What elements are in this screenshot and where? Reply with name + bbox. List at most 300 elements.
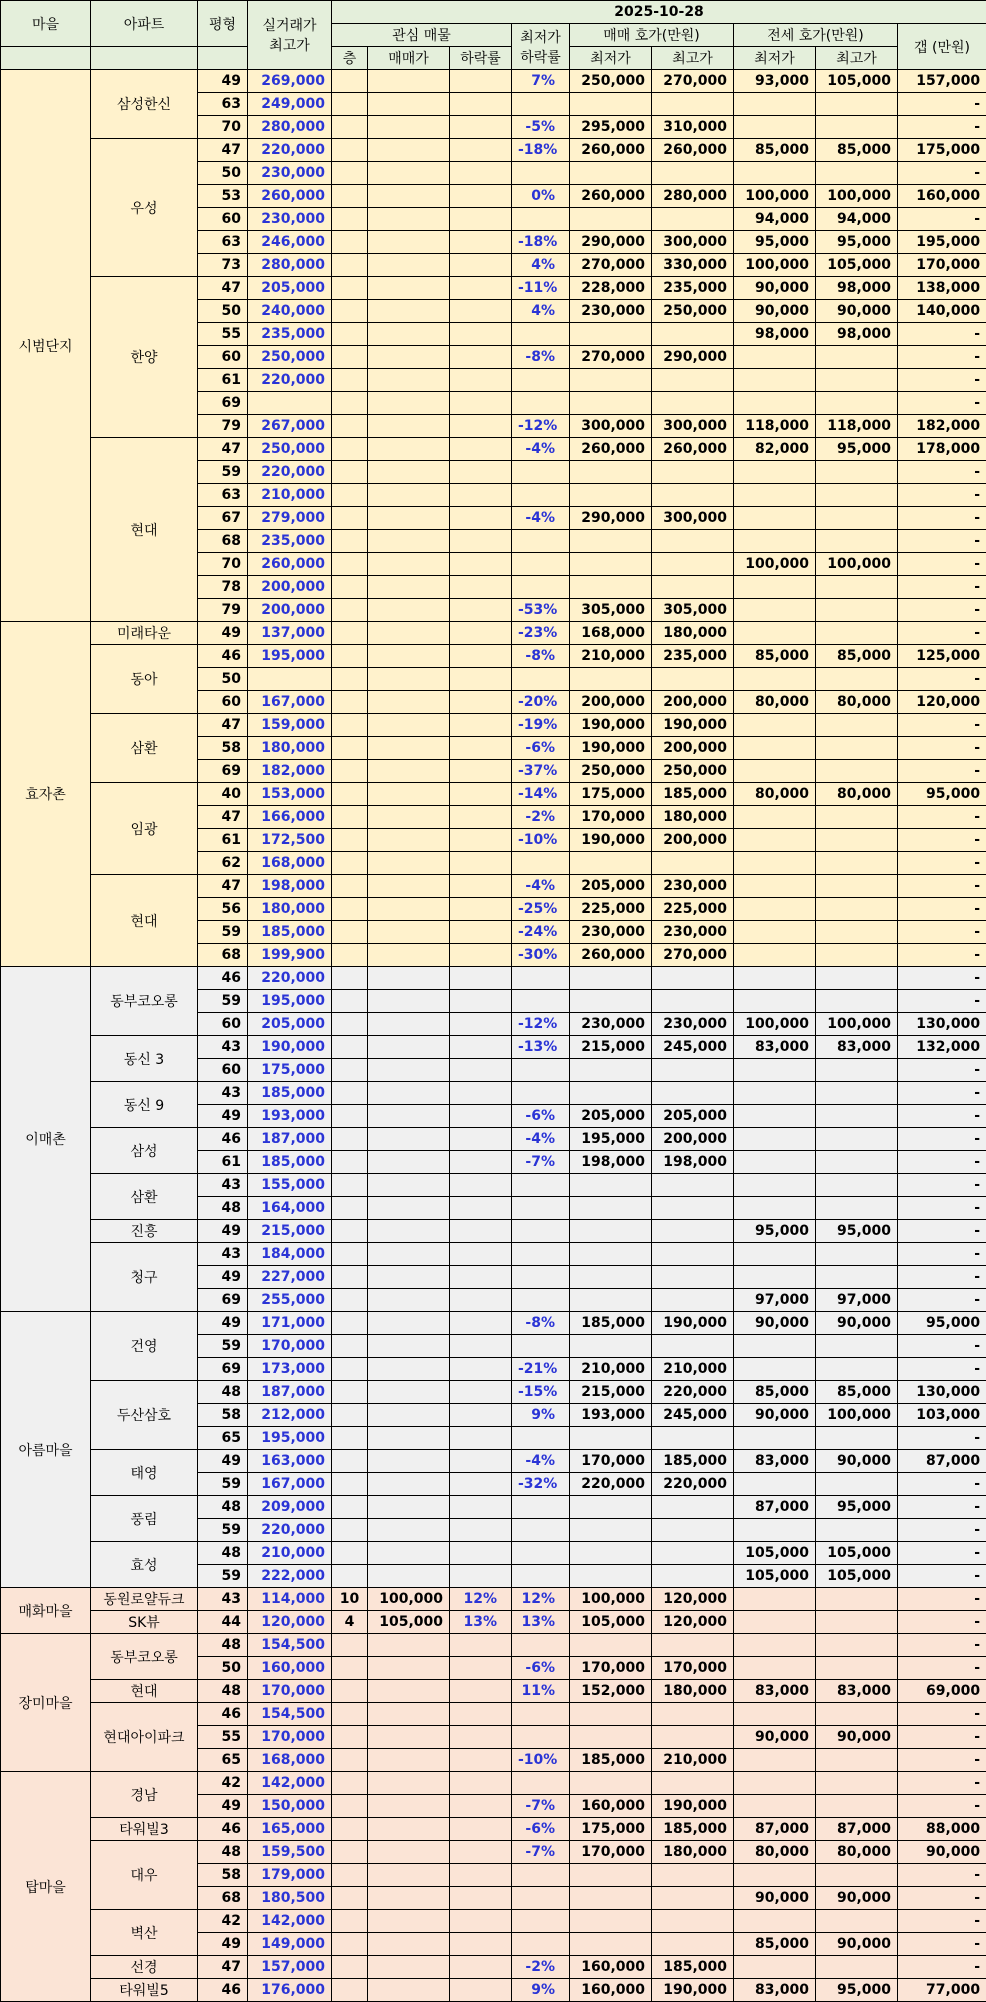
sale-min-cell xyxy=(570,1910,652,1933)
jeonse-min-cell xyxy=(734,1795,816,1818)
lowest-drop-cell xyxy=(512,990,570,1013)
sale-min-cell xyxy=(570,1772,652,1795)
lowest-drop-cell xyxy=(512,162,570,185)
gap-cell: - xyxy=(898,1864,986,1887)
jeonse-max-cell xyxy=(816,622,898,645)
sale-min-cell: 170,000 xyxy=(570,1450,652,1473)
gap-cell: - xyxy=(898,1956,986,1979)
interest-drop-cell xyxy=(450,139,512,162)
lowest-drop-cell: -32% xyxy=(512,1473,570,1496)
pyeong-cell: 46 xyxy=(198,1703,248,1726)
sale-max-cell xyxy=(652,93,734,116)
pyeong-cell: 46 xyxy=(198,1818,248,1841)
jeonse-min-cell: 85,000 xyxy=(734,1933,816,1956)
jeonse-max-cell: 90,000 xyxy=(816,1450,898,1473)
jeonse-min-cell xyxy=(734,1703,816,1726)
interest-price-cell xyxy=(368,323,450,346)
jeonse-min-cell xyxy=(734,622,816,645)
gap-cell: 103,000 xyxy=(898,1404,986,1427)
interest-floor-cell xyxy=(332,921,368,944)
col-sale-min: 최저가 xyxy=(570,47,652,70)
table-row xyxy=(1,1542,986,1565)
interest-price-cell xyxy=(368,139,450,162)
lowest-drop-cell: -19% xyxy=(512,714,570,737)
interest-floor-cell xyxy=(332,1381,368,1404)
actual-price-cell: 280,000 xyxy=(248,254,332,277)
interest-drop-cell xyxy=(450,1220,512,1243)
interest-price-cell xyxy=(368,1818,450,1841)
interest-price-cell xyxy=(368,415,450,438)
interest-price-cell xyxy=(368,599,450,622)
sale-min-cell: 175,000 xyxy=(570,783,652,806)
jeonse-min-cell: 105,000 xyxy=(734,1542,816,1565)
sale-min-cell xyxy=(570,1542,652,1565)
gap-cell: - xyxy=(898,1565,986,1588)
gap-cell: - xyxy=(898,1243,986,1266)
jeonse-max-cell: 83,000 xyxy=(816,1680,898,1703)
actual-price-cell: 230,000 xyxy=(248,208,332,231)
sale-min-cell xyxy=(570,553,652,576)
table-row xyxy=(1,438,986,461)
apartment-cell: 건영 xyxy=(91,1312,198,1381)
sale-min-cell xyxy=(570,1634,652,1657)
gap-cell: - xyxy=(898,392,986,415)
gap-cell: - xyxy=(898,898,986,921)
lowest-drop-cell: -30% xyxy=(512,944,570,967)
interest-price-cell xyxy=(368,507,450,530)
lowest-drop-cell: -15% xyxy=(512,1381,570,1404)
col-jeonse-min: 최저가 xyxy=(734,47,816,70)
apartment-cell: 동아 xyxy=(91,645,198,714)
sale-max-cell xyxy=(652,1634,734,1657)
jeonse-min-cell: 90,000 xyxy=(734,1887,816,1910)
sale-min-cell: 250,000 xyxy=(570,760,652,783)
interest-floor-cell xyxy=(332,530,368,553)
jeonse-min-cell: 100,000 xyxy=(734,254,816,277)
table-row xyxy=(1,277,986,300)
interest-floor-cell xyxy=(332,438,368,461)
interest-floor-cell xyxy=(332,415,368,438)
sale-min-cell xyxy=(570,1197,652,1220)
pyeong-cell: 50 xyxy=(198,300,248,323)
sale-min-cell xyxy=(570,1887,652,1910)
jeonse-min-cell: 100,000 xyxy=(734,1013,816,1036)
apartment-cell: 두산삼호 xyxy=(91,1381,198,1450)
pyeong-cell: 63 xyxy=(198,93,248,116)
gap-cell: - xyxy=(898,737,986,760)
pyeong-cell: 47 xyxy=(198,438,248,461)
jeonse-max-cell xyxy=(816,93,898,116)
jeonse-max-cell: 85,000 xyxy=(816,1381,898,1404)
sale-max-cell xyxy=(652,1772,734,1795)
interest-price-cell xyxy=(368,185,450,208)
sale-min-cell: 225,000 xyxy=(570,898,652,921)
interest-floor-cell xyxy=(332,737,368,760)
apartment-cell: SK뷰 xyxy=(91,1611,198,1634)
lowest-drop-cell xyxy=(512,1266,570,1289)
interest-price-cell xyxy=(368,829,450,852)
jeonse-max-cell: 105,000 xyxy=(816,1565,898,1588)
jeonse-max-cell: 80,000 xyxy=(816,691,898,714)
interest-price-cell xyxy=(368,1910,450,1933)
jeonse-max-cell: 100,000 xyxy=(816,185,898,208)
interest-price-cell xyxy=(368,1979,450,2002)
gap-cell: - xyxy=(898,1358,986,1381)
lowest-drop-cell xyxy=(512,530,570,553)
village-cell: 효자촌 xyxy=(1,622,91,967)
table-row xyxy=(1,70,986,93)
pyeong-cell: 43 xyxy=(198,1243,248,1266)
sale-max-cell: 270,000 xyxy=(652,944,734,967)
pyeong-cell: 46 xyxy=(198,1128,248,1151)
table-row xyxy=(1,967,986,990)
actual-price-cell: 176,000 xyxy=(248,1979,332,2002)
pyeong-cell: 59 xyxy=(198,921,248,944)
lowest-label-1: 최저가 xyxy=(514,27,567,47)
lowest-drop-cell: -24% xyxy=(512,921,570,944)
interest-drop-cell xyxy=(450,1358,512,1381)
lowest-drop-cell xyxy=(512,323,570,346)
gap-cell: - xyxy=(898,323,986,346)
sale-min-cell xyxy=(570,1703,652,1726)
sale-min-cell: 230,000 xyxy=(570,1013,652,1036)
sale-min-cell xyxy=(570,530,652,553)
lowest-drop-cell: 4% xyxy=(512,254,570,277)
interest-floor-cell xyxy=(332,1979,368,2002)
apartment-cell: 선경 xyxy=(91,1956,198,1979)
sale-max-cell xyxy=(652,323,734,346)
interest-price-cell xyxy=(368,231,450,254)
lowest-drop-cell xyxy=(512,484,570,507)
sale-max-cell xyxy=(652,1289,734,1312)
lowest-drop-cell xyxy=(512,1887,570,1910)
sale-max-cell: 205,000 xyxy=(652,1105,734,1128)
interest-floor-cell xyxy=(332,139,368,162)
sale-max-cell: 120,000 xyxy=(652,1588,734,1611)
actual-price-cell: 168,000 xyxy=(248,852,332,875)
sale-max-cell: 245,000 xyxy=(652,1404,734,1427)
interest-drop-cell xyxy=(450,691,512,714)
pyeong-cell: 49 xyxy=(198,622,248,645)
sale-max-cell: 190,000 xyxy=(652,714,734,737)
interest-drop-cell xyxy=(450,1243,512,1266)
lowest-drop-cell xyxy=(512,392,570,415)
lowest-drop-cell xyxy=(512,1220,570,1243)
pyeong-cell: 43 xyxy=(198,1174,248,1197)
pyeong-cell: 47 xyxy=(198,806,248,829)
interest-price-cell xyxy=(368,1013,450,1036)
pyeong-cell: 60 xyxy=(198,208,248,231)
sale-max-cell xyxy=(652,553,734,576)
sale-min-cell xyxy=(570,1289,652,1312)
sale-min-cell xyxy=(570,1174,652,1197)
interest-floor-cell xyxy=(332,622,368,645)
sale-max-cell: 190,000 xyxy=(652,1795,734,1818)
gap-cell: - xyxy=(898,1772,986,1795)
interest-floor-cell xyxy=(332,1565,368,1588)
sale-min-cell: 170,000 xyxy=(570,806,652,829)
interest-drop-cell xyxy=(450,1266,512,1289)
gap-cell: - xyxy=(898,1151,986,1174)
interest-price-cell xyxy=(368,1726,450,1749)
gap-cell: 178,000 xyxy=(898,438,986,461)
interest-drop-cell xyxy=(450,1450,512,1473)
sale-max-cell: 185,000 xyxy=(652,1956,734,1979)
interest-drop-cell xyxy=(450,162,512,185)
interest-drop-cell xyxy=(450,1933,512,1956)
jeonse-min-cell xyxy=(734,875,816,898)
actual-price-cell: 153,000 xyxy=(248,783,332,806)
sale-min-cell: 270,000 xyxy=(570,346,652,369)
interest-price-cell xyxy=(368,277,450,300)
col-pyeong: 평형 xyxy=(198,1,248,47)
interest-floor-cell xyxy=(332,760,368,783)
gap-cell: 88,000 xyxy=(898,1818,986,1841)
interest-floor-cell xyxy=(332,1450,368,1473)
apartment-cell: 현대 xyxy=(91,1680,198,1703)
gap-cell: 87,000 xyxy=(898,1450,986,1473)
lowest-drop-cell xyxy=(512,576,570,599)
actual-price-cell: 137,000 xyxy=(248,622,332,645)
sale-min-cell xyxy=(570,369,652,392)
interest-floor-cell xyxy=(332,1519,368,1542)
interest-floor-cell xyxy=(332,1680,368,1703)
interest-drop-cell xyxy=(450,967,512,990)
sale-max-cell xyxy=(652,576,734,599)
jeonse-max-cell xyxy=(816,1174,898,1197)
interest-floor-cell xyxy=(332,829,368,852)
jeonse-min-cell: 94,000 xyxy=(734,208,816,231)
interest-floor-cell xyxy=(332,1266,368,1289)
pyeong-cell: 47 xyxy=(198,277,248,300)
pyeong-cell: 63 xyxy=(198,484,248,507)
interest-price-cell xyxy=(368,1312,450,1335)
table-row xyxy=(1,645,986,668)
sale-max-cell: 260,000 xyxy=(652,438,734,461)
interest-drop-cell xyxy=(450,530,512,553)
interest-floor-cell xyxy=(332,1312,368,1335)
interest-price-cell xyxy=(368,1151,450,1174)
pyeong-cell: 58 xyxy=(198,737,248,760)
table-row xyxy=(1,1841,986,1864)
interest-drop-cell xyxy=(450,668,512,691)
interest-floor-cell xyxy=(332,599,368,622)
actual-price-cell: 210,000 xyxy=(248,484,332,507)
pyeong-cell: 68 xyxy=(198,1887,248,1910)
sale-max-cell xyxy=(652,1864,734,1887)
lowest-drop-cell: -10% xyxy=(512,1749,570,1772)
interest-drop-cell xyxy=(450,70,512,93)
interest-drop-cell xyxy=(450,323,512,346)
jeonse-min-cell xyxy=(734,944,816,967)
pyeong-cell: 48 xyxy=(198,1542,248,1565)
jeonse-max-cell xyxy=(816,599,898,622)
jeonse-max-cell xyxy=(816,1611,898,1634)
jeonse-min-cell: 100,000 xyxy=(734,185,816,208)
pyeong-cell: 73 xyxy=(198,254,248,277)
interest-floor-cell xyxy=(332,1657,368,1680)
interest-floor-cell xyxy=(332,1749,368,1772)
pyeong-cell: 49 xyxy=(198,1105,248,1128)
lowest-drop-cell xyxy=(512,1864,570,1887)
interest-floor-cell xyxy=(332,1818,368,1841)
actual-price-cell: 120,000 xyxy=(248,1611,332,1634)
interest-price-cell xyxy=(368,1473,450,1496)
interest-price-cell xyxy=(368,162,450,185)
interest-price-cell xyxy=(368,967,450,990)
jeonse-min-cell: 83,000 xyxy=(734,1680,816,1703)
interest-floor-cell xyxy=(332,944,368,967)
actual-price-cell: 260,000 xyxy=(248,553,332,576)
interest-drop-cell xyxy=(450,783,512,806)
jeonse-max-cell: 95,000 xyxy=(816,1220,898,1243)
lowest-drop-cell: -7% xyxy=(512,1841,570,1864)
lowest-drop-cell: -53% xyxy=(512,599,570,622)
pyeong-cell: 49 xyxy=(198,1220,248,1243)
interest-floor-cell xyxy=(332,875,368,898)
jeonse-max-cell xyxy=(816,116,898,139)
pyeong-cell: 62 xyxy=(198,852,248,875)
interest-floor-cell xyxy=(332,1013,368,1036)
interest-drop-cell xyxy=(450,1059,512,1082)
lowest-drop-cell: -10% xyxy=(512,829,570,852)
actual-price-cell: 195,000 xyxy=(248,1427,332,1450)
sale-max-cell: 180,000 xyxy=(652,622,734,645)
jeonse-max-cell: 90,000 xyxy=(816,1933,898,1956)
interest-price-cell: 105,000 xyxy=(368,1611,450,1634)
sale-min-cell xyxy=(570,1519,652,1542)
gap-cell: - xyxy=(898,990,986,1013)
jeonse-max-cell xyxy=(816,1910,898,1933)
lowest-drop-cell: -2% xyxy=(512,806,570,829)
interest-drop-cell xyxy=(450,829,512,852)
interest-price-cell xyxy=(368,1358,450,1381)
table-row xyxy=(1,1634,986,1657)
apartment-cell: 현대 xyxy=(91,875,198,967)
interest-price-cell xyxy=(368,553,450,576)
interest-floor-cell xyxy=(332,484,368,507)
col-village-spacer xyxy=(1,47,91,70)
interest-floor-cell xyxy=(332,116,368,139)
gap-cell: - xyxy=(898,208,986,231)
sale-max-cell xyxy=(652,1542,734,1565)
sale-max-cell xyxy=(652,1933,734,1956)
actual-price-cell: 155,000 xyxy=(248,1174,332,1197)
interest-price-cell xyxy=(368,990,450,1013)
jeonse-min-cell xyxy=(734,921,816,944)
pyeong-cell: 49 xyxy=(198,70,248,93)
jeonse-min-cell xyxy=(734,1956,816,1979)
gap-cell: - xyxy=(898,599,986,622)
jeonse-min-cell xyxy=(734,530,816,553)
interest-drop-cell xyxy=(450,1404,512,1427)
apartment-cell: 타워빌3 xyxy=(91,1818,198,1841)
table-body xyxy=(1,70,986,2002)
interest-drop-cell xyxy=(450,1772,512,1795)
interest-floor-cell xyxy=(332,990,368,1013)
sale-min-cell: 170,000 xyxy=(570,1657,652,1680)
actual-price-cell: 142,000 xyxy=(248,1910,332,1933)
lowest-drop-cell xyxy=(512,1059,570,1082)
jeonse-min-cell: 100,000 xyxy=(734,553,816,576)
sale-max-cell: 185,000 xyxy=(652,1450,734,1473)
lowest-drop-cell: -18% xyxy=(512,231,570,254)
gap-cell: 120,000 xyxy=(898,691,986,714)
actual-price-cell: 200,000 xyxy=(248,576,332,599)
jeonse-min-cell xyxy=(734,1588,816,1611)
sale-max-cell: 220,000 xyxy=(652,1473,734,1496)
pyeong-cell: 78 xyxy=(198,576,248,599)
interest-floor-cell xyxy=(332,967,368,990)
interest-price-cell xyxy=(368,1496,450,1519)
actual-price-cell: 149,000 xyxy=(248,1933,332,1956)
interest-price-cell xyxy=(368,921,450,944)
interest-floor-cell xyxy=(332,1956,368,1979)
sale-max-cell: 230,000 xyxy=(652,921,734,944)
interest-drop-cell xyxy=(450,346,512,369)
sale-min-cell: 170,000 xyxy=(570,1841,652,1864)
jeonse-min-cell xyxy=(734,507,816,530)
sale-min-cell: 185,000 xyxy=(570,1749,652,1772)
actual-price-cell: 205,000 xyxy=(248,1013,332,1036)
interest-drop-cell xyxy=(450,1910,512,1933)
interest-price-cell xyxy=(368,760,450,783)
actual-price-cell: 190,000 xyxy=(248,1036,332,1059)
jeonse-min-cell xyxy=(734,1473,816,1496)
jeonse-min-cell: 87,000 xyxy=(734,1496,816,1519)
sale-min-cell xyxy=(570,668,652,691)
lowest-drop-cell xyxy=(512,1519,570,1542)
sale-min-cell xyxy=(570,852,652,875)
interest-drop-cell xyxy=(450,1956,512,1979)
interest-drop-cell xyxy=(450,369,512,392)
jeonse-min-cell: 83,000 xyxy=(734,1036,816,1059)
jeonse-max-cell: 90,000 xyxy=(816,1726,898,1749)
gap-cell: - xyxy=(898,1059,986,1082)
interest-drop-cell xyxy=(450,1289,512,1312)
jeonse-max-cell xyxy=(816,1243,898,1266)
interest-price-cell xyxy=(368,806,450,829)
interest-price-cell xyxy=(368,576,450,599)
interest-drop-cell xyxy=(450,1703,512,1726)
pyeong-cell: 50 xyxy=(198,1657,248,1680)
lowest-drop-cell: 11% xyxy=(512,1680,570,1703)
interest-floor-cell: 4 xyxy=(332,1611,368,1634)
actual-price-cell: 180,500 xyxy=(248,1887,332,1910)
jeonse-max-cell: 118,000 xyxy=(816,415,898,438)
sale-max-cell: 310,000 xyxy=(652,116,734,139)
sale-max-cell: 230,000 xyxy=(652,1013,734,1036)
pyeong-cell: 48 xyxy=(198,1841,248,1864)
interest-drop-cell xyxy=(450,1864,512,1887)
sale-min-cell xyxy=(570,1220,652,1243)
gap-cell: 132,000 xyxy=(898,1036,986,1059)
sale-max-cell xyxy=(652,1427,734,1450)
village-cell: 아름마을 xyxy=(1,1312,91,1588)
interest-price-cell: 100,000 xyxy=(368,1588,450,1611)
apartment-cell: 삼성 xyxy=(91,1128,198,1174)
actual-price-cell: 154,500 xyxy=(248,1634,332,1657)
pyeong-cell: 60 xyxy=(198,691,248,714)
sale-min-cell xyxy=(570,1565,652,1588)
jeonse-max-cell xyxy=(816,530,898,553)
pyeong-cell: 47 xyxy=(198,714,248,737)
interest-drop-cell xyxy=(450,1335,512,1358)
pyeong-cell: 79 xyxy=(198,599,248,622)
pyeong-cell: 40 xyxy=(198,783,248,806)
interest-floor-cell xyxy=(332,507,368,530)
interest-drop-cell xyxy=(450,461,512,484)
